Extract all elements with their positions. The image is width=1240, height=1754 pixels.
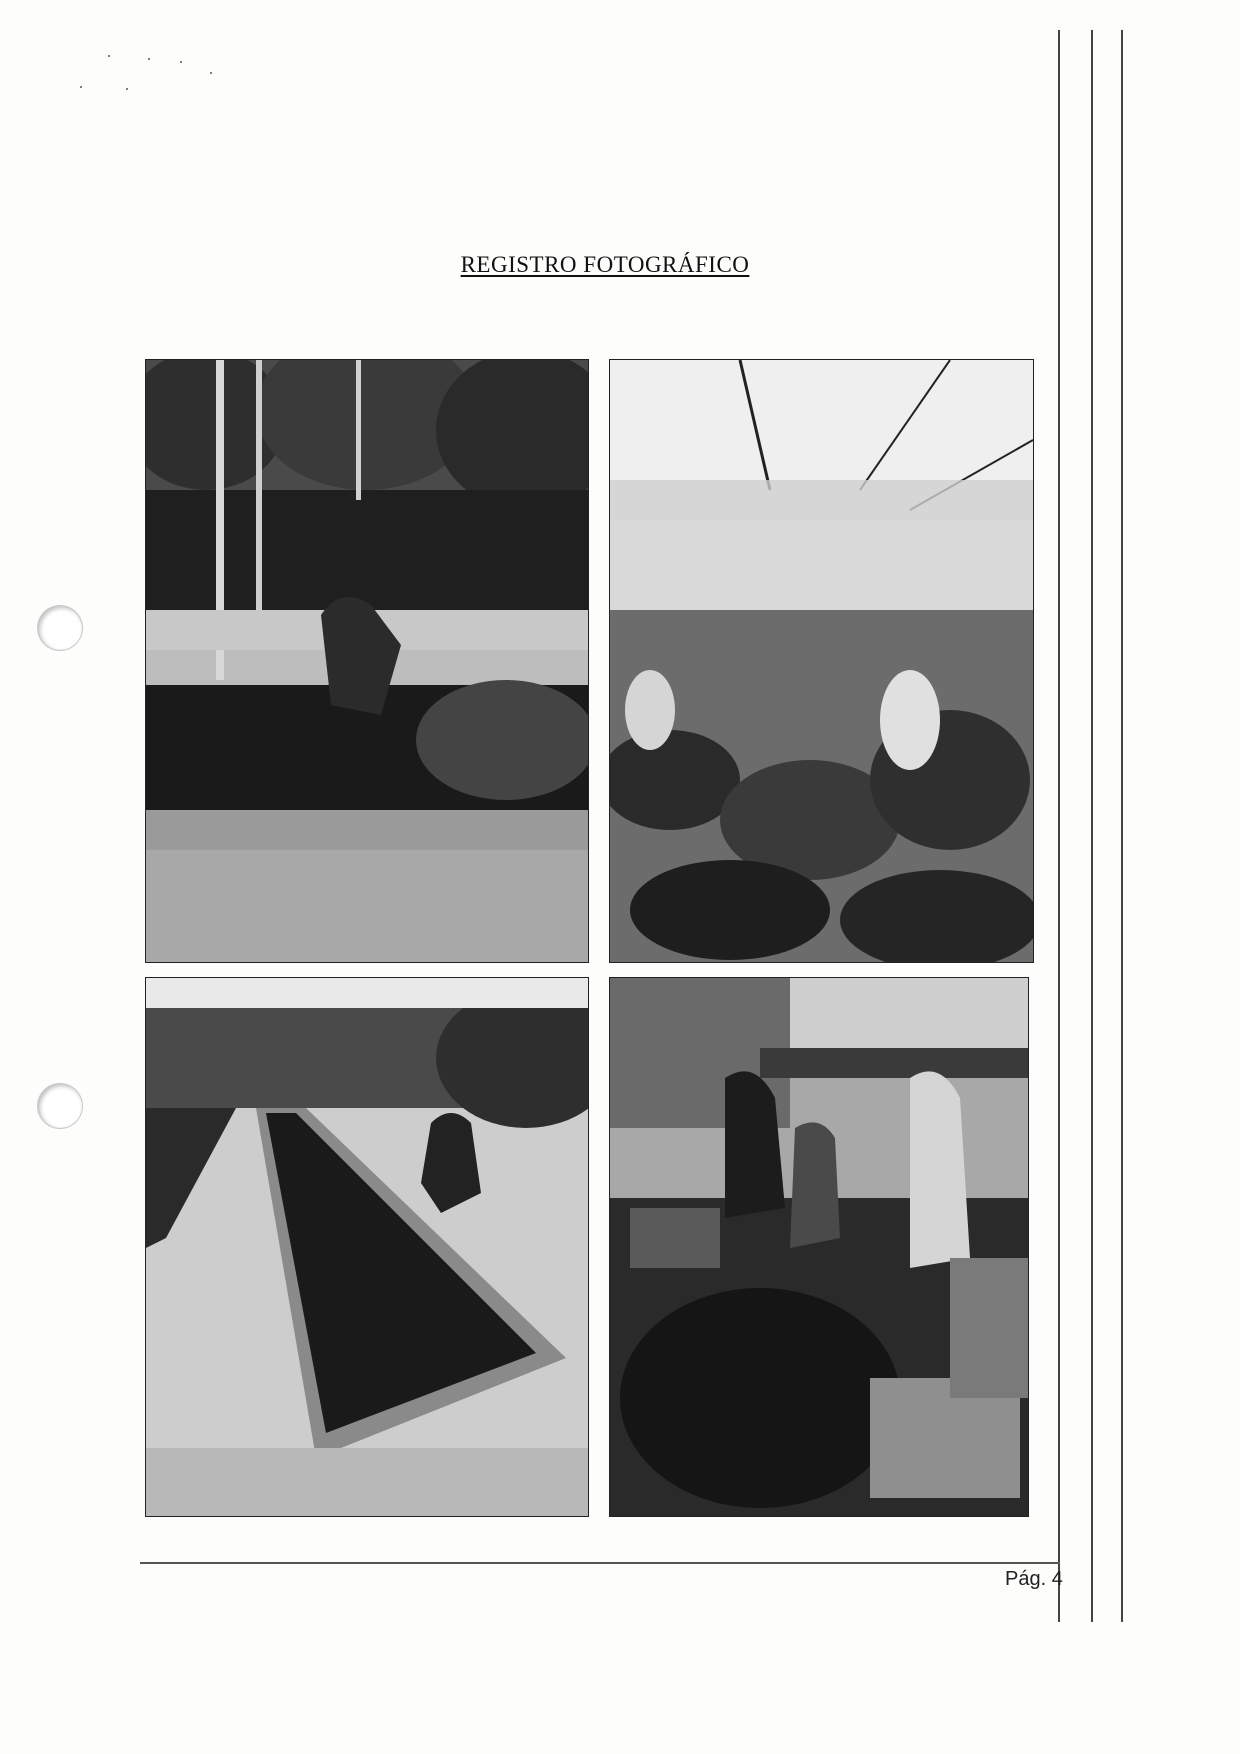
page-title: REGISTRO FOTOGRÁFICO [460,252,750,277]
photo-3-image [146,978,588,1516]
photo-workers-with-seedling-trays [609,977,1029,1517]
punch-hole [38,606,82,650]
photo-greenhouse-seedlings-misting [609,359,1034,963]
photo-4-image [610,978,1028,1516]
page-number: Pág. 4 [1005,1568,1063,1590]
punch-hole [38,1084,82,1128]
photo-worker-tending-seedling-bed [145,359,589,963]
photo-2-image [610,360,1033,962]
photo-raised-seedling-bed-with-worker [145,977,589,1517]
scan-speck [80,86,82,88]
scan-speck [148,58,150,60]
scan-speck [210,72,212,74]
photo-1-image [146,360,588,962]
footer-rule [140,1562,1060,1564]
scan-speck [180,61,182,63]
scan-speck [108,55,110,57]
scan-speck [126,88,128,90]
